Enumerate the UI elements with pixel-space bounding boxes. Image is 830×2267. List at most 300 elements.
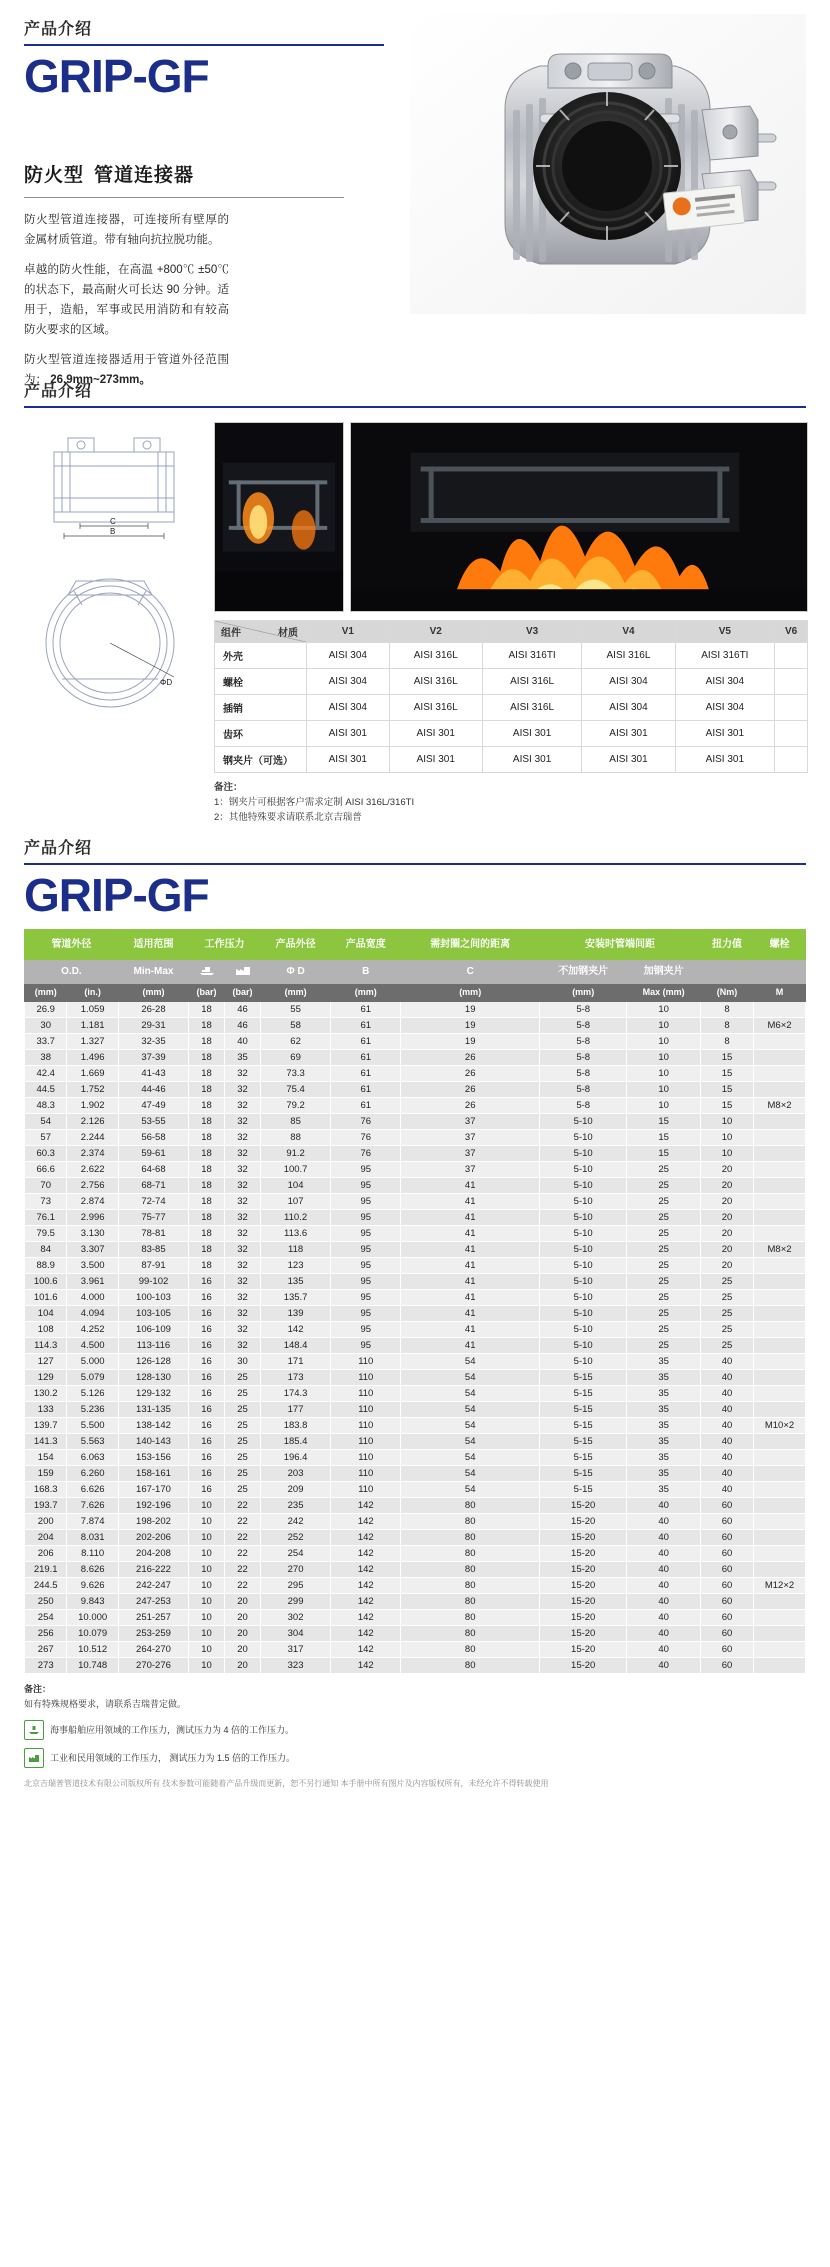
spec-cell-bolt (754, 1498, 806, 1514)
spec-sub-od: O.D. (25, 960, 119, 984)
spec-cell: 3.961 (67, 1274, 118, 1290)
spec-cell: 80 (401, 1530, 540, 1546)
spec-cell: 15-20 (540, 1514, 627, 1530)
material-cell: AISI 301 (582, 721, 675, 747)
spec-cell-bolt (754, 1610, 806, 1626)
table-row (25, 1162, 806, 1178)
material-axis-label: 材质 (278, 628, 298, 639)
material-col-v4: V4 (582, 621, 675, 643)
spec-cell: 142 (331, 1658, 401, 1674)
material-cell: AISI 304 (582, 695, 675, 721)
spec-cell: 60 (700, 1514, 753, 1530)
spec-cell: 18 (189, 1034, 225, 1050)
section-2-heading: 产品介绍 (24, 383, 93, 400)
spec-cell: 25 (627, 1274, 701, 1290)
spec-cell: 123 (260, 1258, 330, 1274)
material-cell: AISI 316L (582, 643, 675, 669)
spec-cell: 167-170 (118, 1482, 188, 1498)
spec-cell: 20 (225, 1594, 261, 1610)
spec-cell: 18 (189, 1130, 225, 1146)
spec-unit-mm3: (mm) (260, 984, 330, 1002)
spec-cell-bolt (754, 1066, 806, 1082)
spec-cell: 242-247 (118, 1578, 188, 1594)
spec-cell: 18 (189, 1242, 225, 1258)
spec-cell: 60 (700, 1658, 753, 1674)
spec-cell: 40 (225, 1034, 261, 1050)
product-title-main: 管道连接器 (94, 165, 195, 187)
section-1-rule (24, 44, 384, 46)
spec-cell: 78-81 (118, 1226, 188, 1242)
spec-unit-mm: (mm) (25, 984, 67, 1002)
spec-cell: 80 (401, 1658, 540, 1674)
spec-cell: 40 (700, 1370, 753, 1386)
spec-cell: 5-8 (540, 1050, 627, 1066)
spec-cell: 41 (401, 1274, 540, 1290)
section-3-rule (24, 863, 806, 865)
material-cell: AISI 301 (307, 721, 390, 747)
material-cell (775, 695, 808, 721)
intro-paragraph-2: 卓越的防火性能，在高温 +800℃ ±50℃的状态下，最高耐火可长达 90 分钟。适用于，造船，军事或民用消防和有较高防火要求的区域。 (24, 264, 229, 337)
spec-cell-bolt (754, 1594, 806, 1610)
spec-cell: 15-20 (540, 1578, 627, 1594)
spec-cell: 35 (627, 1418, 701, 1434)
spec-cell: 75.4 (260, 1082, 330, 1098)
spec-cell: 20 (225, 1658, 261, 1674)
spec-cell: 58 (260, 1018, 330, 1034)
spec-cell: 37 (401, 1114, 540, 1130)
fire-test-photos-and-materials (214, 422, 808, 825)
spec-cell: 15-20 (540, 1626, 627, 1642)
spec-cell: 142 (331, 1610, 401, 1626)
spec-cell: 110 (331, 1354, 401, 1370)
spec-cell: 60 (700, 1562, 753, 1578)
spec-cell: 3.500 (67, 1258, 118, 1274)
spec-cell: 104 (260, 1178, 330, 1194)
spec-cell: 54 (401, 1450, 540, 1466)
spec-cell-bolt (754, 1562, 806, 1578)
spec-cell: 141.3 (25, 1434, 67, 1450)
intro-paragraph-1: 防火型管道连接器，可连接所有壁厚的金属材质管道。带有轴向抗拉脱功能。 (24, 214, 229, 247)
spec-cell: 22 (225, 1546, 261, 1562)
spec-cell: 1.059 (67, 1002, 118, 1018)
spec-cell: 37-39 (118, 1050, 188, 1066)
spec-cell: 80 (401, 1514, 540, 1530)
copyright-text: 北京吉瑞普管道技术有限公司版权所有 技术参数可能随着产品升级而更新，恕不另行通知 本手册中所有图片及内容版权所有，未经允许不得转载使用 (24, 1779, 549, 1789)
spec-cell: 53-55 (118, 1114, 188, 1130)
spec-group-gap: 安装时管端间距 (540, 930, 701, 960)
spec-cell-bolt (754, 1306, 806, 1322)
spec-cell: 174.3 (260, 1386, 330, 1402)
spec-cell: 61 (331, 1098, 401, 1114)
spec-group-header-row (25, 930, 806, 960)
spec-cell: 110 (331, 1482, 401, 1498)
spec-cell: 32 (225, 1114, 261, 1130)
spec-sub-torque (700, 960, 753, 984)
material-cell: AISI 301 (675, 747, 775, 773)
table-row (25, 1482, 806, 1498)
table-row (215, 695, 808, 721)
section-2-rule (24, 406, 806, 408)
spec-cell-bolt (754, 1082, 806, 1098)
spec-cell: 247-253 (118, 1594, 188, 1610)
spec-cell-bolt: M10×2 (754, 1418, 806, 1434)
spec-cell: 192-196 (118, 1498, 188, 1514)
spec-cell: 80 (401, 1546, 540, 1562)
spec-cell: 100-103 (118, 1290, 188, 1306)
spec-cell-bolt (754, 1290, 806, 1306)
spec-cell: 101.6 (25, 1290, 67, 1306)
spec-cell: 142 (331, 1562, 401, 1578)
spec-cell: 5-15 (540, 1370, 627, 1386)
spec-cell: 110 (331, 1418, 401, 1434)
spec-cell: 135 (260, 1274, 330, 1290)
spec-cell: 55 (260, 1002, 330, 1018)
spec-cell: 130.2 (25, 1386, 67, 1402)
spec-cell: 32 (225, 1226, 261, 1242)
spec-cell: 95 (331, 1322, 401, 1338)
spec-cell-bolt (754, 1466, 806, 1482)
table-row (215, 721, 808, 747)
spec-cell: 41 (401, 1290, 540, 1306)
spec-cell: 16 (189, 1434, 225, 1450)
material-table-corner (215, 621, 307, 643)
spec-cell: 25 (700, 1322, 753, 1338)
spec-cell: 35 (627, 1354, 701, 1370)
material-cell: AISI 301 (389, 721, 482, 747)
spec-cell: 54 (401, 1354, 540, 1370)
table-row (25, 1418, 806, 1434)
spec-cell-bolt (754, 1626, 806, 1642)
spec-cell: 25 (700, 1306, 753, 1322)
spec-cell-bolt (754, 1274, 806, 1290)
spec-cell: 5-10 (540, 1210, 627, 1226)
spec-cell: 40 (700, 1482, 753, 1498)
material-cell: AISI 301 (482, 721, 582, 747)
material-row-label: 外壳 (215, 643, 307, 669)
spec-unit-m: M (754, 984, 806, 1002)
fire-test-photo-2 (350, 422, 808, 612)
spec-cell: 22 (225, 1498, 261, 1514)
spec-cell: 30 (225, 1354, 261, 1370)
spec-cell: 25 (225, 1434, 261, 1450)
spec-cell: 10 (627, 1034, 701, 1050)
spec-sub-b: B (331, 960, 401, 984)
spec-cell: 56-58 (118, 1130, 188, 1146)
spec-cell: 54 (401, 1482, 540, 1498)
spec-unit-mm4: (mm) (331, 984, 401, 1002)
table-row (25, 1130, 806, 1146)
material-cell (775, 669, 808, 695)
spec-cell: 100.6 (25, 1274, 67, 1290)
spec-cell: 16 (189, 1322, 225, 1338)
spec-cell: 252 (260, 1530, 330, 1546)
material-col-v5: V5 (675, 621, 775, 643)
spec-cell: 19 (401, 1002, 540, 1018)
side-view-drawing (24, 422, 204, 547)
spec-group-bolt: 螺栓 (754, 930, 806, 960)
spec-cell: 60 (700, 1594, 753, 1610)
material-cell: AISI 316L (389, 669, 482, 695)
spec-cell: 3.307 (67, 1242, 118, 1258)
spec-cell: 76.1 (25, 1210, 67, 1226)
spec-cell: 41 (401, 1210, 540, 1226)
spec-cell: 185.4 (260, 1434, 330, 1450)
spec-cell: 41 (401, 1242, 540, 1258)
spec-cell: 60 (700, 1642, 753, 1658)
table-row (25, 1098, 806, 1114)
spec-cell: 16 (189, 1290, 225, 1306)
spec-cell: 33.7 (25, 1034, 67, 1050)
spec-cell: 113-116 (118, 1338, 188, 1354)
spec-sub-minmax: Min-Max (118, 960, 188, 984)
spec-cell: 15-20 (540, 1530, 627, 1546)
spec-cell: 253-259 (118, 1626, 188, 1642)
material-cell: AISI 304 (307, 695, 390, 721)
spec-cell: 40 (700, 1418, 753, 1434)
spec-cell: 54 (401, 1466, 540, 1482)
material-row-label: 螺栓 (215, 669, 307, 695)
spec-cell: 54 (401, 1402, 540, 1418)
material-row-label: 齿环 (215, 721, 307, 747)
intro-paragraph-3-text: 防火型管道连接器适用于管道外径范围为： (24, 354, 229, 387)
spec-cell: 142 (331, 1626, 401, 1642)
material-cell: AISI 304 (307, 669, 390, 695)
spec-cell: 32-35 (118, 1034, 188, 1050)
spec-cell: 5-8 (540, 1066, 627, 1082)
spec-cell: 37 (401, 1162, 540, 1178)
table-row (25, 1226, 806, 1242)
spec-cell: 18 (189, 1066, 225, 1082)
material-cell: AISI 316L (482, 695, 582, 721)
spec-cell: 299 (260, 1594, 330, 1610)
spec-cell-bolt (754, 1386, 806, 1402)
spec-cell: 40 (627, 1594, 701, 1610)
spec-cell: 32 (225, 1146, 261, 1162)
spec-cell: 203 (260, 1466, 330, 1482)
table-row (25, 1626, 806, 1642)
spec-cell: 251-257 (118, 1610, 188, 1626)
spec-cell: 108 (25, 1322, 67, 1338)
spec-cell: 1.496 (67, 1050, 118, 1066)
spec-cell: 323 (260, 1658, 330, 1674)
spec-cell: 196.4 (260, 1450, 330, 1466)
spec-cell: 95 (331, 1226, 401, 1242)
table-row (25, 1034, 806, 1050)
spec-cell: 10.512 (67, 1642, 118, 1658)
spec-group-outer-d: 产品外径 (260, 930, 330, 960)
spec-cell: 5-10 (540, 1194, 627, 1210)
table-row (25, 1066, 806, 1082)
spec-cell: 32 (225, 1162, 261, 1178)
spec-cell: 129 (25, 1370, 67, 1386)
spec-cell: 61 (331, 1050, 401, 1066)
material-col-v3: V3 (482, 621, 582, 643)
spec-cell: 9.626 (67, 1578, 118, 1594)
spec-cell: 38 (25, 1050, 67, 1066)
spec-cell: 10 (627, 1098, 701, 1114)
footer-badge-1-text: 海事船舶应用领域的工作压力，测试压力为 4 倍的工作压力。 (50, 1725, 295, 1736)
spec-cell: 20 (225, 1642, 261, 1658)
spec-cell: 32 (225, 1242, 261, 1258)
spec-cell: 18 (189, 1226, 225, 1242)
spec-cell: 5.236 (67, 1402, 118, 1418)
spec-cell: 60 (700, 1546, 753, 1562)
material-note-2: 2：其他特殊要求请联系北京吉瑞普 (214, 812, 362, 823)
spec-cell: 10 (700, 1146, 753, 1162)
spec-cell: 10 (700, 1114, 753, 1130)
table-row (25, 1450, 806, 1466)
spec-sub-marine-icon (189, 960, 225, 984)
ship-icon (199, 964, 215, 976)
spec-cell: 5.079 (67, 1370, 118, 1386)
spec-cell-bolt (754, 1178, 806, 1194)
spec-cell: 20 (700, 1242, 753, 1258)
factory-icon (235, 964, 251, 976)
spec-cell: 18 (189, 1098, 225, 1114)
spec-cell: 304 (260, 1626, 330, 1642)
spec-cell: 2.622 (67, 1162, 118, 1178)
spec-cell: 110 (331, 1466, 401, 1482)
spec-cell: 295 (260, 1578, 330, 1594)
spec-cell: 26 (401, 1082, 540, 1098)
spec-cell: 29-31 (118, 1018, 188, 1034)
spec-cell: 64-68 (118, 1162, 188, 1178)
spec-cell: 15-20 (540, 1546, 627, 1562)
spec-cell: 22 (225, 1578, 261, 1594)
table-row (25, 1322, 806, 1338)
spec-cell: 35 (627, 1370, 701, 1386)
spec-cell: 95 (331, 1194, 401, 1210)
spec-unit-mm2: (mm) (118, 984, 188, 1002)
spec-cell: 5-10 (540, 1338, 627, 1354)
spec-group-width: 产品宽度 (331, 930, 401, 960)
spec-cell: 26.9 (25, 1002, 67, 1018)
spec-cell: 57 (25, 1130, 67, 1146)
spec-cell: 22 (225, 1530, 261, 1546)
spec-cell: 250 (25, 1594, 67, 1610)
spec-cell: 18 (189, 1146, 225, 1162)
spec-cell: 10 (189, 1658, 225, 1674)
material-cell: AISI 301 (482, 747, 582, 773)
spec-cell: 80 (401, 1578, 540, 1594)
spec-cell: 10 (189, 1610, 225, 1626)
table-row (25, 1194, 806, 1210)
spec-cell: 87-91 (118, 1258, 188, 1274)
spec-cell: 80 (401, 1642, 540, 1658)
spec-cell: 75-77 (118, 1210, 188, 1226)
component-axis-label: 组件 (221, 628, 241, 639)
spec-cell: 7.874 (67, 1514, 118, 1530)
table-row (25, 1082, 806, 1098)
spec-cell: 61 (331, 1002, 401, 1018)
spec-cell: 10 (189, 1514, 225, 1530)
spec-unit-nm: (Nm) (700, 984, 753, 1002)
spec-cell: 20 (700, 1194, 753, 1210)
material-note-1: 1：钢夹片可根据客户需求定制 AISI 316L/316TI (214, 797, 415, 808)
spec-cell: 10 (627, 1050, 701, 1066)
spec-cell: 242 (260, 1514, 330, 1530)
spec-cell: 19 (401, 1018, 540, 1034)
footer-badge-1 (24, 1720, 806, 1740)
table-row (215, 747, 808, 773)
spec-cell: 54 (401, 1386, 540, 1402)
spec-cell: 61 (331, 1066, 401, 1082)
svg-text:B: B (110, 527, 116, 536)
material-cell: AISI 304 (675, 695, 775, 721)
spec-cell: 8.110 (67, 1546, 118, 1562)
spec-cell: 69 (260, 1050, 330, 1066)
spec-cell: 25 (700, 1274, 753, 1290)
spec-cell: 32 (225, 1082, 261, 1098)
spec-cell: 8.031 (67, 1530, 118, 1546)
spec-cell: 104 (25, 1306, 67, 1322)
spec-cell: 9.843 (67, 1594, 118, 1610)
spec-cell-bolt: M8×2 (754, 1098, 806, 1114)
material-col-v2: V2 (389, 621, 482, 643)
table-row (25, 1594, 806, 1610)
material-col-v6: V6 (775, 621, 808, 643)
spec-cell: 41 (401, 1322, 540, 1338)
product-title (24, 160, 384, 187)
specification-table (24, 929, 806, 1674)
spec-cell: 10 (627, 1002, 701, 1018)
table-row (25, 1562, 806, 1578)
spec-cell: 95 (331, 1162, 401, 1178)
spec-cell: 2.244 (67, 1130, 118, 1146)
anchor-icon (24, 1720, 44, 1740)
spec-cell: 73.3 (260, 1066, 330, 1082)
table-row (25, 1178, 806, 1194)
spec-cell: 41 (401, 1226, 540, 1242)
spec-cell: 4.252 (67, 1322, 118, 1338)
spec-cell: 20 (700, 1178, 753, 1194)
spec-cell: 59-61 (118, 1146, 188, 1162)
spec-cell: 32 (225, 1178, 261, 1194)
spec-cell: 25 (627, 1338, 701, 1354)
footer-note-title: 备注： (24, 1684, 52, 1695)
spec-cell: 60 (700, 1530, 753, 1546)
spec-cell: 95 (331, 1290, 401, 1306)
spec-cell: 41 (401, 1258, 540, 1274)
spec-cell: 129-132 (118, 1386, 188, 1402)
spec-cell: 40 (627, 1578, 701, 1594)
spec-cell: 25 (627, 1210, 701, 1226)
spec-cell: 5.500 (67, 1418, 118, 1434)
spec-cell: 25 (627, 1322, 701, 1338)
spec-cell: 10.079 (67, 1626, 118, 1642)
spec-cell: 25 (225, 1370, 261, 1386)
table-row (25, 1338, 806, 1354)
spec-cell: 20 (700, 1258, 753, 1274)
spec-cell: 10 (189, 1642, 225, 1658)
spec-cell: 95 (331, 1338, 401, 1354)
spec-cell-bolt (754, 1530, 806, 1546)
spec-cell: 37 (401, 1146, 540, 1162)
table-row (25, 1530, 806, 1546)
spec-cell: 2.374 (67, 1146, 118, 1162)
spec-cell-bolt: M6×2 (754, 1018, 806, 1034)
spec-cell: 10 (189, 1546, 225, 1562)
spec-cell: 61 (331, 1018, 401, 1034)
spec-cell: 48.3 (25, 1098, 67, 1114)
spec-table-body (25, 1002, 806, 1674)
spec-cell: 16 (189, 1386, 225, 1402)
spec-cell: 46 (225, 1002, 261, 1018)
spec-sub-no-clip: 不加钢夹片 (540, 960, 627, 984)
spec-cell: 25 (627, 1290, 701, 1306)
spec-cell: 40 (700, 1354, 753, 1370)
spec-cell: 61 (331, 1034, 401, 1050)
